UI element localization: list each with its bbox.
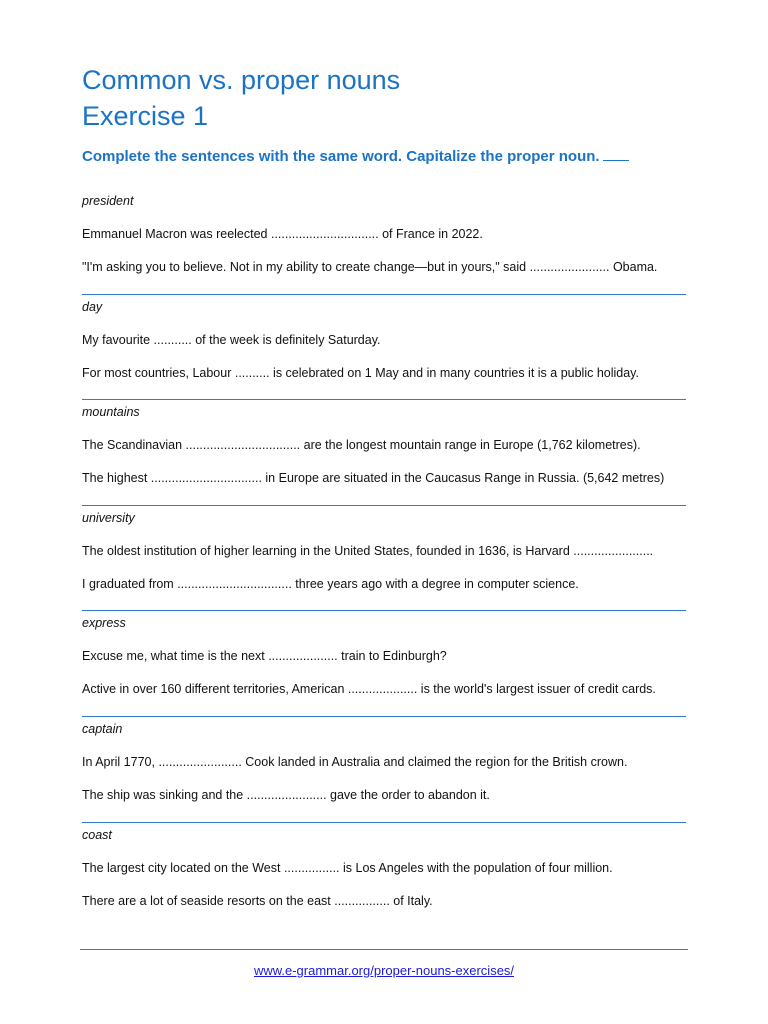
sentence: The largest city located on the West ................ is Los Angeles with the population of four million. [82, 860, 613, 875]
keyword: president [82, 194, 134, 208]
exercise-list [82, 189, 686, 928]
title-line-1: Common vs. proper nouns [82, 65, 401, 95]
footer-divider [80, 949, 688, 950]
exercise-group-coast [82, 823, 686, 929]
sentence: My favourite ........... of the week is definitely Saturday. [82, 332, 381, 347]
score-blank [603, 148, 629, 161]
sentence: In April 1770, ........................ Cook landed in Australia and claimed the region for the British crown. [82, 754, 628, 769]
footer [0, 963, 768, 978]
sentence: I graduated from ................................. three years ago with a degree in computer science. [82, 576, 579, 591]
sentence: The oldest institution of higher learning in the United States, founded in 1636, is Harvard ....................... [82, 543, 654, 558]
exercise-group-university [82, 506, 686, 612]
keyword: express [82, 616, 126, 631]
sentence: For most countries, Labour .......... is celebrated on 1 May and in many countries it is a public holiday. [82, 365, 639, 380]
sentence: Excuse me, what time is the next .................... train to Edinburgh? [82, 649, 447, 664]
keyword: day [82, 299, 103, 314]
keyword: mountains [82, 405, 140, 420]
sentence: The highest ................................ in Europe are situated in the Caucasus Range in Russia. (5,642 metres) [82, 471, 665, 486]
title-line-2: Exercise 1 [82, 101, 209, 131]
sentence: There are a lot of seaside resorts on the east ................ of Italy. [82, 893, 433, 908]
page-title [82, 62, 400, 134]
instruction [82, 148, 629, 165]
keyword: captain [82, 721, 123, 736]
instruction-text: Complete the sentences with the same word. Capitalize the proper noun. [82, 148, 600, 165]
sentence: Active in over 160 different territories, American .................... is the world's largest issuer of credit cards. [82, 682, 656, 697]
keyword: university [82, 510, 135, 525]
sentence: "I'm asking you to believe. Not in my ability to create change—but in yours," said ....................... Obama. [82, 260, 658, 274]
exercise-group-express [82, 611, 686, 717]
exercise-group-president [82, 189, 686, 295]
exercise-group-mountains [82, 400, 686, 506]
keyword: coast [82, 827, 112, 842]
exercise-group-captain [82, 717, 686, 823]
sentence: The Scandinavian ................................. are the longest mountain range in Europe (1,762 kilometres). [82, 438, 641, 453]
sentence: The ship was sinking and the ....................... gave the order to abandon it. [82, 787, 490, 802]
footer-link[interactable]: www.e-grammar.org/proper-nouns-exercises/ [253, 963, 515, 978]
sentence: Emmanuel Macron was reelected ............................... of France in 2022. [82, 227, 483, 241]
exercise-group-day [82, 295, 686, 401]
